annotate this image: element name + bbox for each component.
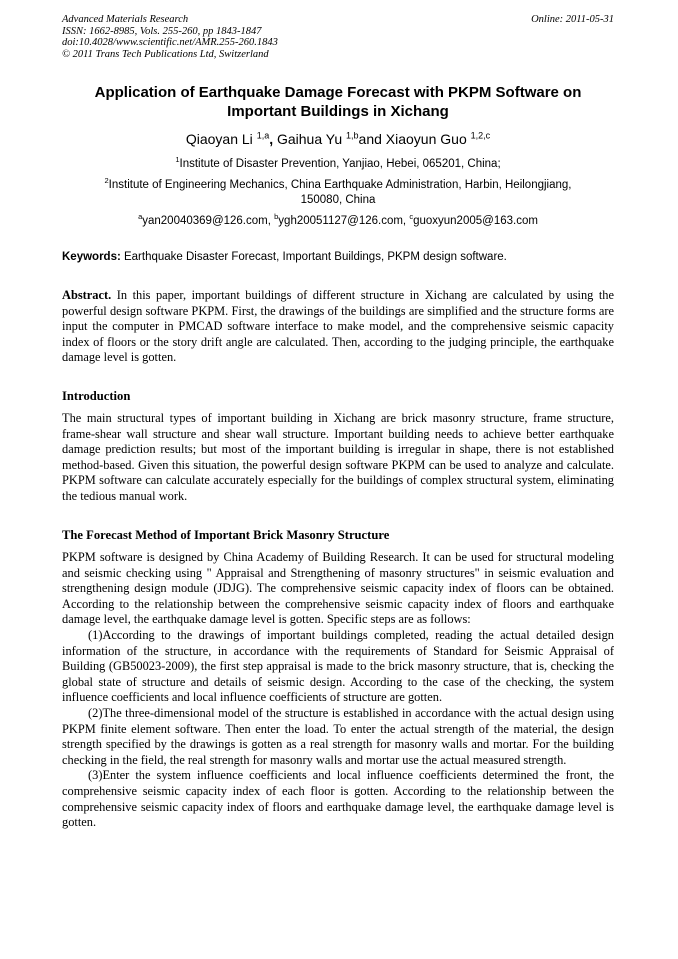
online-date: Online: 2011-05-31 xyxy=(531,14,614,25)
forecast-step-2: (2)The three-dimensional model of the structure is established in accordance with the actual design using PKPM finite element software. Then enter the load. To enter the actual strength of the material, the design strength specified by the drawings is gotten as a real strength for masonry walls and mortar. For the building checking in the field, the real strength for masonry walls and mortar use the actual measured strength. xyxy=(62,705,614,767)
affiliation-2-text: Institute of Engineering Mechanics, China Earthquake Administration, Harbin, Heilongjiang, xyxy=(108,179,572,191)
forecast-step-1: (1)According to the drawings of important buildings completed, reading the actual detailed design information of the structure, in accordance with the requirements of Standard for Seismic Appraisal of Building (GB50023-2009), the first step appraisal is made to the brick masonry structure, that is, checking the global state of structure and details of seismic design. According to the case of the checking, the system influence coefficients and local influence coefficients of structure are gotten. xyxy=(62,627,614,705)
journal-header xyxy=(62,14,614,60)
author-1-sup: 1,a xyxy=(256,130,270,141)
abstract-text: In this paper, important buildings of different structure in Xichang are calculated by using the powerful design software PKPM. First, the drawings of the buildings are simplified and the structure forms are input the computer in PMCAD software interface to make model, and the comprehensive seismic capacity index of floors or the story drift angle are calculated. Then, according to the judging principle, the earthquake damage level is gotten. xyxy=(62,288,614,365)
author-1-name: Qiaoyan Li xyxy=(185,131,253,147)
issn-line: ISSN: 1662-8985, Vols. 255-260, pp 1843-1847 xyxy=(62,25,262,37)
email-c-sup: c xyxy=(409,212,414,222)
affiliation-2-text-line-2: 150080, China xyxy=(300,193,376,206)
forecast-step-3: (3)Enter the system influence coefficients and local influence coefficients determined the front, the comprehensive seismic capacity index of each floor is gotten. According to the relationship between the comprehensive seismic capacity index of floors and earthquake damage level, the earthquake damage level is gotten. xyxy=(62,768,614,830)
introduction-paragraph: The main structural types of important building in Xichang are brick masonry structure, frame structure, frame-shear wall structure and shear wall structure. Important building needs to achieve better earthquake damage prediction results; but most of the important building is irregular in shape, there is not established method-based. Given this situation, the powerful design software PKPM can be used to analyze and calculate. PKPM software can calculate accurately especially for the buildings of complex structural system, eliminating the tedious manual work. xyxy=(62,411,614,503)
affiliation-1-text: Institute of Disaster Prevention, Yanjiao, Hebei, 065201, China; xyxy=(179,158,501,170)
email-b-sup: b xyxy=(274,212,279,222)
doi-line: doi:10.4028/www.scientific.net/AMR.255-260.1843 xyxy=(62,37,278,49)
copyright-line: © 2011 Trans Tech Publications Ltd, Switzerland xyxy=(62,48,269,60)
forecast-lead-paragraph: PKPM software is designed by China Academy of Building Research. It can be used for structural modeling and seismic checking using " Appraisal and Strengthening of masonry structures" in seismic evaluation and strengthening design module (JDJG). The comprehensive seismic capacity index of floors can be obtained. According to the relationship between the comprehensive seismic capacity index of floors and earthquake damage level, the earthquake damage level is gotten. Specific steps are as follows: xyxy=(62,550,614,627)
email-a-sup: a xyxy=(138,212,143,222)
forecast-method-heading: The Forecast Method of Important Brick Masonry Structure xyxy=(62,528,390,542)
keywords xyxy=(62,250,614,265)
author-2-sup: 1,b xyxy=(346,130,359,141)
author-emails xyxy=(62,214,614,229)
affiliation-1 xyxy=(62,157,614,172)
keywords-text: Earthquake Disaster Forecast, Important Buildings, PKPM design software. xyxy=(120,251,507,263)
forecast-method-body xyxy=(62,550,614,831)
author-list xyxy=(62,130,614,148)
paper-title xyxy=(62,83,614,121)
email-c[interactable]: guoxyun2005@163.com xyxy=(413,215,538,227)
author-separator: , xyxy=(269,131,274,147)
title-line-1: Application of Earthquake Damage Forecast with PKPM Software on xyxy=(94,84,582,101)
affiliation-2 xyxy=(62,178,614,207)
title-line-2: Important Buildings in Xichang xyxy=(227,103,449,120)
email-a[interactable]: yan20040369@126.com, xyxy=(142,215,275,227)
author-3-name: and Xiaoyun Guo xyxy=(358,131,467,147)
introduction-heading: Introduction xyxy=(62,389,131,403)
email-b[interactable]: ygh20051127@126.com, xyxy=(278,215,410,227)
keywords-label: Keywords: xyxy=(62,251,121,263)
affiliation-2-sup: 2 xyxy=(104,176,109,186)
journal-name: Advanced Materials Research xyxy=(62,14,189,25)
author-2-name: Gaihua Yu xyxy=(273,131,343,147)
abstract xyxy=(62,288,614,366)
abstract-label: Abstract. xyxy=(62,288,112,302)
affiliation-1-sup: 1 xyxy=(175,155,180,165)
author-3-sup: 1,2,c xyxy=(470,130,491,141)
